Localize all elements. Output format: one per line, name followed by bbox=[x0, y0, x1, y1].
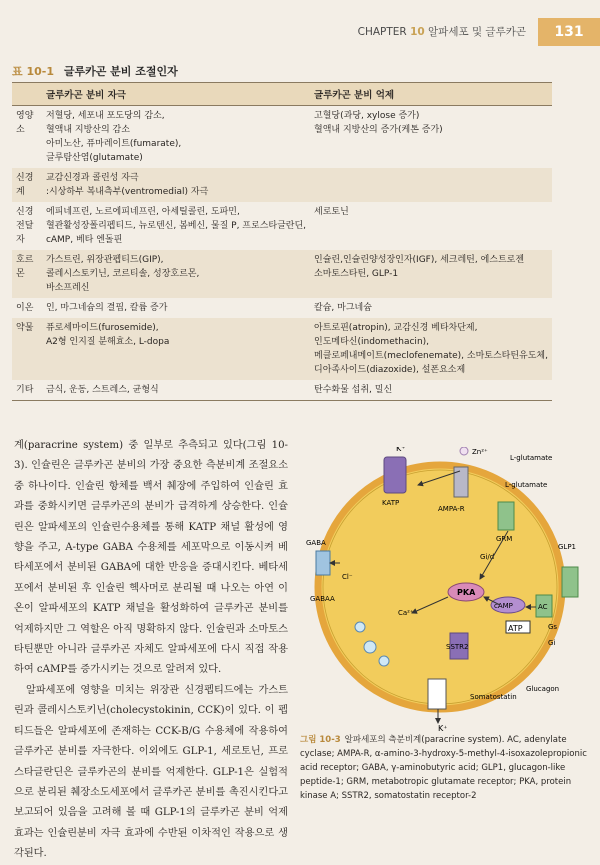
table-title bbox=[12, 62, 552, 82]
row-category: 약물 bbox=[12, 318, 42, 380]
row-inhib bbox=[310, 318, 552, 380]
ca-label: Ca²⁺ bbox=[398, 609, 414, 617]
running-head bbox=[358, 24, 526, 39]
table-row bbox=[12, 250, 552, 298]
body-text bbox=[14, 436, 288, 865]
row-category: 기타 bbox=[12, 380, 42, 401]
row-stim bbox=[42, 168, 310, 202]
k-bottom-label: K⁺ bbox=[438, 724, 448, 733]
header-stimulation: 글루카곤 분비 자극 bbox=[42, 83, 310, 106]
header-inhibition: 글루카곤 분비 억제 bbox=[310, 83, 552, 106]
cell-line: 가스트린, 위장관펩티드(GIP), bbox=[45, 255, 164, 265]
cell-line: A2형 인지질 분해효소, L-dopa bbox=[45, 337, 170, 347]
row-inhib bbox=[310, 380, 552, 401]
table-row bbox=[12, 202, 552, 250]
cell-line: 에피네프린, 노르에피네프린, 아세틸콜린, 도파민, bbox=[45, 207, 240, 217]
cell-line: 글루탐산염(glutamate) bbox=[45, 153, 143, 163]
row-category: 신경계 bbox=[12, 168, 42, 202]
chapter-title: 알파세포 및 글루카곤 bbox=[428, 26, 526, 38]
table-body bbox=[12, 106, 552, 401]
sstr2-label: SSTR2 bbox=[446, 643, 469, 651]
cell-line: 고혈당(과당, xylose 증가) bbox=[314, 111, 420, 121]
cell-line: 혈액내 지방산의 감소 bbox=[45, 125, 130, 135]
pka-label: PKA bbox=[457, 588, 476, 597]
figure-caption bbox=[300, 733, 592, 803]
chapter-label: CHAPTER bbox=[357, 26, 407, 38]
row-stim bbox=[42, 380, 310, 401]
cell-line: 퓨로세마이드(furosemide), bbox=[45, 323, 159, 333]
cell-line: 혈액내 지방산의 증가(케톤 증가) bbox=[314, 125, 443, 135]
cell-line: 인슐린,인슐린양성장인자(IGF), 세크레틴, 에스트로젠 bbox=[314, 255, 525, 265]
glp1-label: GLP1 bbox=[558, 543, 576, 551]
row-inhib bbox=[310, 202, 552, 250]
cell-line: :시상하부 복내측부(ventromedial) 자극 bbox=[45, 187, 209, 197]
gs-label: Gs bbox=[548, 623, 558, 631]
somatostatin-label: Somatostatin bbox=[470, 693, 517, 701]
cell-line: 아미노산, 퓨마레이트(fumarate), bbox=[45, 139, 182, 149]
paragraph: 알파세포에 영향을 미치는 위장관 신경펩티드에는 가스트린과 콜레시스토키닌(cholecystokinin, CCK)이 있다. 이 펩티드들은 알파세포에 존재하는 CCK-B/G 수용체에 작용하여 글루카곤 분비를 자극한다. 이외에도 GLP-1, 세로토닌, 프로스타글란딘은 글루카곤의 분비를 억제한다. GLP-1은 실험적으로 분리된 췌장소도세포에서 글루카곤 분비를 촉진시킨다고 보고되어 있음을 고려해 볼 때 GLP-1의 글루카곤 분비 억제 효과는 인슐린분비 자극 효과에 수반된 이차적인 작용으로 생각된다. bbox=[14, 684, 288, 860]
ac-label: AC bbox=[538, 603, 548, 611]
row-stim bbox=[42, 250, 310, 298]
atp-label: ATP bbox=[508, 624, 523, 633]
lglutamate-label-2: L-glutamate bbox=[505, 481, 548, 489]
row-inhib bbox=[310, 168, 552, 202]
cell-line: 세로토닌 bbox=[314, 207, 349, 217]
cell-line: cAMP, 베타 엔돌핀 bbox=[45, 235, 123, 245]
chapter-number: 10 bbox=[410, 26, 425, 38]
grm-label: GRM bbox=[496, 535, 513, 543]
cell-line: 혈관활성장폴리펩티드, 뉴로텐신, 봄베신, 물질 P, 프로스타글란딘, bbox=[45, 221, 307, 231]
cell-line: 교감신경과 콜린성 자극 bbox=[45, 173, 139, 183]
row-stim bbox=[42, 318, 310, 380]
figure-label: 그림 10-3 bbox=[300, 735, 341, 745]
cell-line: 바소프레신 bbox=[45, 283, 90, 293]
table-row bbox=[12, 380, 552, 401]
table-header-row bbox=[12, 83, 552, 106]
row-inhib bbox=[310, 250, 552, 298]
cell-line: 금식, 운동, 스트레스, 균형식 bbox=[45, 385, 159, 395]
katp-channel bbox=[384, 457, 406, 493]
row-stim bbox=[42, 202, 310, 250]
cell-line: 콜레시스토키닌, 코르티솔, 성장호르몬, bbox=[45, 269, 200, 279]
table-row bbox=[12, 318, 552, 380]
camp-label: cAMP bbox=[494, 602, 513, 610]
gaba-a-label: GABAA bbox=[310, 595, 335, 603]
row-category: 신경전달자 bbox=[16, 207, 34, 245]
cell-line: 디아족사이드(diazoxide), 설폰요소제 bbox=[314, 365, 466, 375]
k-top-label: K⁺ bbox=[396, 447, 406, 453]
alpha-cell-diagram bbox=[300, 447, 592, 737]
cell-line: 저혈당, 세포내 포도당의 감소, bbox=[45, 111, 165, 121]
cell-line: 탄수화물 섭취, 밀신 bbox=[314, 385, 393, 395]
gicd-label: Gi/d bbox=[480, 553, 495, 561]
cell-line: 인도메타신(indomethacin), bbox=[314, 337, 430, 347]
katp-label: KATP bbox=[382, 499, 400, 507]
row-inhib bbox=[310, 298, 552, 318]
alpha-cell-body bbox=[318, 465, 562, 709]
row-category: 호르몬 bbox=[12, 250, 42, 298]
table-title-text: 글루카곤 분비 조절인자 bbox=[63, 65, 178, 78]
gaba-label: GABA bbox=[306, 539, 326, 547]
page-header bbox=[0, 18, 600, 46]
cell-line: 칼슘, 마그네슘 bbox=[314, 303, 372, 313]
glucagon-label: Glucagon bbox=[526, 685, 560, 693]
header-category bbox=[12, 83, 42, 106]
row-inhib bbox=[310, 106, 552, 169]
cell-line: 소마토스타틴, GLP-1 bbox=[314, 269, 399, 279]
table-row bbox=[12, 298, 552, 318]
row-category: 영양소 bbox=[16, 111, 34, 135]
table-label: 표 10-1 bbox=[12, 65, 54, 78]
zn-label: Zn²⁺ bbox=[472, 448, 488, 456]
cell-line: 아트로핀(atropin), 교감신경 베타차단제, bbox=[314, 323, 478, 333]
row-category: 이온 bbox=[16, 303, 34, 313]
row-stim bbox=[42, 106, 310, 169]
cl-label: Cl⁻ bbox=[342, 573, 353, 581]
paragraph: 계(paracrine system) 중 일부로 추측되고 있다(그림 10-3). 인슐린은 글루카곤 분비의 가장 중요한 측분비계 조절요소 중 하나이다. 인슐린 항체를 백서 췌장에 주입하여 인슐린 효과를 중화시키면 글루카곤의 분비가 급격하게 상승한다. 인슐린은 알파세포의 인슐린수용체를 통해 KATP 채널 활성에 영향을 주고, A-type GABA 수용체를 세포막으로 이동시켜 베타세포에서 분비된 GABA에 대한 반응을 증대시킨다. 베타세포에서 분비된 후 인슐린 헥사머로 분리될 때 나오는 아연 이온이 알파세포의 KATP 채널을 활성화하여 글루카곤 분비를 억제하지만 그 역할은 아직 명확하지 않다. 인슐린과 소마토스타틴뿐만 아니라 글루카곤 자체도 알파세포에 다시 직접 작용하여 cAMP를 증가시키는 것으로 알려져 있다. bbox=[14, 440, 288, 676]
gi-label: Gi bbox=[548, 639, 556, 647]
row-stim bbox=[42, 298, 310, 318]
table-row bbox=[12, 106, 552, 169]
regulator-table-section bbox=[12, 62, 552, 401]
cell-line: 메클로페내메이트(meclofenemate), 소마토스타틴유도체, bbox=[314, 351, 548, 361]
ampar-label: AMPA-R bbox=[438, 505, 465, 513]
cell-line: 인, 마그네슘의 결핍, 칼륨 증가 bbox=[45, 303, 168, 313]
regulator-table bbox=[12, 82, 552, 401]
zinc-ion-icon bbox=[460, 447, 468, 455]
table-row bbox=[12, 168, 552, 202]
figure-caption-text: 알파세포의 측분비계(paracrine system). AC, adenylate cyclase; AMPA-R, α-amino-3-hydroxy-5-methyl-4-isoxazolepropionic acid receptor; GABA, γ-aminobutyric acid; GLP1, glucagon-like peptide-1; GRM, metabotropic glutamate receptor; PKA, protein kinase A; SSTR2, somatostatin receptor-2 bbox=[300, 735, 587, 801]
lglutamate-label-1: L-glutamate bbox=[510, 454, 553, 462]
page-number: 131 bbox=[538, 18, 600, 46]
